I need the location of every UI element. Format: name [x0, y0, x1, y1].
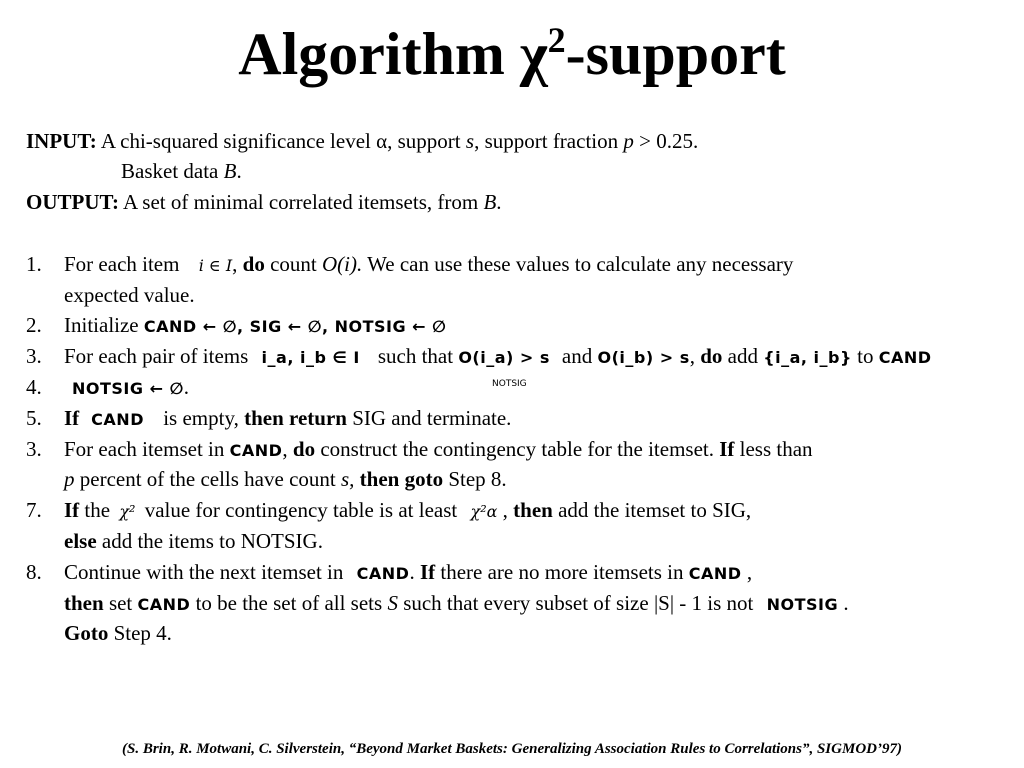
small-label: NOTSIG: [492, 379, 527, 389]
math-image: χ²: [119, 502, 136, 521]
citation: (S. Brin, R. Motwani, C. Silverstein, “Beyond Market Baskets: Generalizing Association Rules to Correlations”, SIGMOD’97): [122, 741, 902, 757]
math-image: CAND: [356, 564, 410, 583]
step-3: For each pair of items i_a, i_b ∈ I such that O(i_a) > s and O(i_b) > s, do add {i_a, i_b} to CAND: [64, 344, 932, 368]
step-number: 3.: [26, 344, 42, 368]
math-image: i ∈ I: [198, 256, 233, 275]
math-image: NOTSIG ← ∅: [72, 379, 184, 398]
math-image: CAND: [91, 410, 144, 429]
math-image: NOTSIG: [766, 595, 839, 614]
step-number: 5.: [26, 406, 42, 430]
output-line: OUTPUT: A set of minimal correlated itemsets, from B.: [26, 190, 502, 214]
step-number: 8.: [26, 560, 42, 584]
input-line: INPUT: A chi-squared significance level α, support s, support fraction p > 0.25.: [26, 129, 699, 153]
step-number: 7.: [26, 498, 42, 522]
math-image: CAND: [878, 348, 932, 367]
step-6: For each itemset in CAND, do construct the contingency table for the itemset. If less than: [64, 437, 813, 461]
math-image: {i_a, i_b}: [763, 348, 852, 367]
step-7: If the χ² value for contingency table is at least χ²α , then add the itemset to SIG,: [64, 498, 752, 522]
step-7-cont: else add the items to NOTSIG.: [64, 529, 323, 553]
step-8-cont2: Goto Step 4.: [64, 621, 172, 645]
page-title: Algorithm $\chi^2$-support: [238, 20, 786, 87]
math-image: O(i_b) > s: [597, 348, 690, 367]
step-2: Initialize CAND ← ∅, SIG ← ∅, NOTSIG ← ∅: [64, 313, 447, 337]
step-number: 2.: [26, 313, 42, 337]
math-image: χ²α: [470, 502, 498, 521]
math-image: CAND: [229, 441, 283, 460]
step-1-cont: expected value.: [64, 283, 195, 307]
math-image: CAND ← ∅, SIG ← ∅, NOTSIG ← ∅: [143, 317, 447, 336]
step-number: 3.: [26, 437, 42, 461]
math-image: CAND: [688, 564, 742, 583]
chi-symbol: χ: [519, 21, 548, 87]
step-8-cont: then set CAND to be the set of all sets S such that every subset of size |S| - 1 is not NOTSIG .: [64, 591, 849, 615]
step-1: For each item i ∈ I, do count O(i). We can use these values to calculate any necessary: [64, 252, 794, 276]
step-5: If CAND is empty, then return SIG and terminate.: [64, 406, 512, 430]
math-image: CAND: [137, 595, 191, 614]
step-number: 1.: [26, 252, 42, 276]
step-number: 4.: [26, 375, 42, 399]
math-image: O(i_a) > s: [458, 348, 550, 367]
step-4: NOTSIG ← ∅.: [72, 375, 190, 399]
step-8: Continue with the next itemset in CAND. If there are no more itemsets in CAND ,: [64, 560, 753, 584]
step-6-cont: p percent of the cells have count s, then goto Step 8.: [64, 467, 507, 491]
math-image: i_a, i_b ∈ I: [261, 348, 360, 367]
basket-line: Basket data B.: [121, 159, 242, 183]
